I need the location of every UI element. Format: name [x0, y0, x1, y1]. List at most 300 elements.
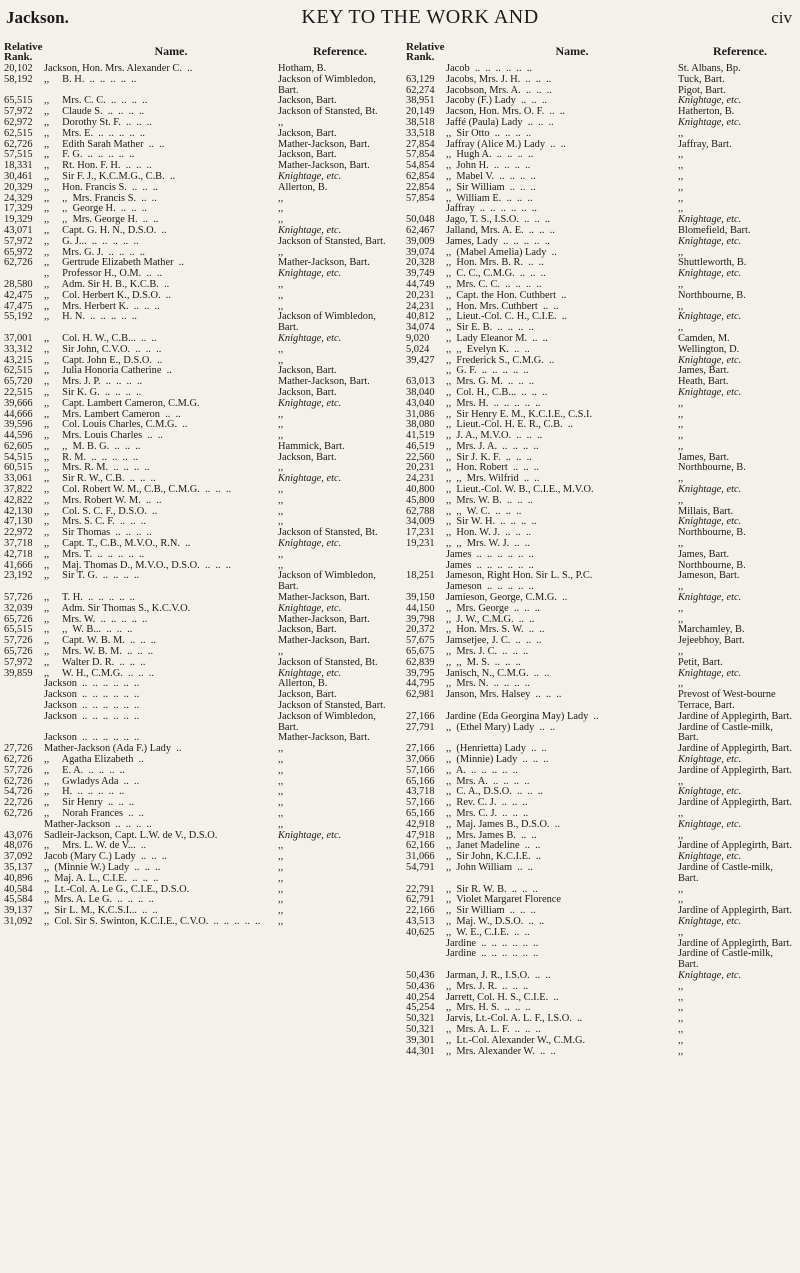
relative-rank: 42,718	[4, 548, 33, 560]
entry-row	[406, 690, 796, 712]
person-name: ,, Norah Frances .. ..	[44, 807, 144, 819]
relative-rank: 27,166	[406, 743, 435, 755]
person-name: ,, Sir Henry .. .. ..	[44, 797, 135, 809]
reference: Jackson, Bart.	[278, 127, 337, 139]
relative-rank: 43,513	[406, 915, 435, 927]
person-name: ,, Lieut.-Col. W. B., C.I.E., M.V.O.	[446, 484, 594, 496]
reference: ,,	[678, 613, 684, 625]
person-name: ,, Frederick S., C.M.G. ..	[446, 354, 555, 366]
relative-rank: 54,726	[4, 786, 33, 798]
reference: Jackson of Wimbledon, Bart.	[278, 570, 379, 593]
person-name: ,, Mrs. L. W. de V... ..	[44, 840, 147, 852]
person-name: ,, Mrs. James B. .. ..	[446, 829, 537, 841]
relative-rank: 54,854	[406, 160, 435, 172]
relative-rank: 44,666	[4, 408, 33, 420]
header-surname: Jackson.	[6, 8, 69, 27]
relative-rank: 44,150	[406, 602, 435, 614]
person-name: ,, Mrs. E. .. .. .. .. ..	[44, 127, 146, 139]
relative-rank: 57,726	[4, 635, 33, 647]
person-name: ,, ,, George H. .. .. ..	[44, 203, 147, 215]
person-name: ,, Claude S. .. .. .. ..	[44, 106, 145, 118]
relative-rank: 38,951	[406, 95, 435, 107]
person-name: ,, Mrs. G. M. .. .. ..	[446, 376, 535, 388]
entry-row	[406, 928, 796, 939]
relative-rank: 57,972	[4, 656, 33, 668]
relative-rank: 37,822	[4, 484, 33, 496]
entry-row	[4, 312, 396, 334]
person-name: Jacob .. .. .. .. .. ..	[446, 63, 533, 74]
reference: Mather-Jackson, Bart.	[278, 257, 370, 269]
entry-row	[406, 183, 796, 194]
relative-rank: 63,129	[406, 73, 435, 85]
relative-rank: 22,726	[4, 797, 33, 809]
person-name: ,, Mrs. G. J. .. .. .. ..	[44, 246, 146, 258]
reference: ,,	[278, 861, 284, 873]
person-name: Jackson .. .. .. .. .. ..	[44, 732, 140, 744]
reference-label: Reference.	[312, 44, 368, 58]
entry-row	[406, 766, 796, 777]
relative-rank: 45,254	[406, 1002, 435, 1014]
person-name: ,, Julia Honoria Catherine ..	[44, 365, 172, 377]
person-name: ,, Capt. T., C.B., M.V.O., R.N. ..	[44, 538, 191, 550]
reference: Jardine of Applegirth, Bart.	[678, 937, 792, 949]
person-name: ,, (Minnie W.) Lady .. .. ..	[44, 861, 161, 873]
person-name: ,, Mrs. W. B. .. .. ..	[446, 494, 533, 506]
reference: ,,	[278, 192, 284, 204]
person-name: ,, Mrs. R. M. .. .. .. ..	[44, 462, 150, 474]
person-name: ,, Sir T. G. .. .. .. ..	[44, 570, 140, 582]
person-name: ,, Agatha Elizabeth ..	[44, 754, 144, 765]
reference: Jaffray, Bart.	[678, 138, 732, 150]
person-name: ,, Mrs. Robert W. M. .. ..	[44, 494, 162, 506]
person-name: ,, R. M. .. .. .. .. ..	[44, 451, 139, 463]
reference: Northbourne, B.	[678, 527, 746, 539]
person-name: ,, (Henrietta) Lady .. ..	[446, 743, 547, 755]
relative-rank: 32,039	[4, 602, 33, 614]
relative-rank: 60,515	[4, 462, 33, 474]
person-name: ,, ,, Mrs. Francis S. .. ..	[44, 192, 157, 204]
reference: ,,	[278, 905, 284, 917]
reference: Northbourne, B.	[678, 289, 746, 301]
reference: Petit, Bart.	[678, 656, 723, 668]
person-name: ,, Gwladys Ada .. ..	[44, 775, 140, 787]
person-name: ,, William E. .. .. ..	[446, 192, 533, 204]
entry-row	[406, 345, 796, 356]
person-name: ,, Hon. Mrs. S. W. .. ..	[446, 624, 545, 636]
entry-row	[4, 399, 396, 410]
person-name: ,, H. .. .. .. .. ..	[44, 786, 125, 798]
reference: ,,	[278, 505, 284, 517]
relative-rank: 62,726	[4, 257, 33, 269]
reference: Jardine of Applegirth, Bart.	[678, 764, 792, 776]
person-name: Jackson .. .. .. .. .. ..	[44, 700, 140, 712]
relative-rank: 31,066	[406, 851, 435, 863]
relative-rank: 39,859	[4, 667, 33, 679]
reference: ,,	[678, 278, 684, 290]
reference: Knightage, etc.	[678, 268, 742, 280]
person-name: ,, J. W., C.M.G. .. ..	[446, 613, 535, 625]
relative-rank: 44,596	[4, 430, 33, 442]
person-name: ,, Mrs. N. .. .. .. ..	[446, 678, 530, 690]
person-name: ,, Lieut.-Col. H. E. R., C.B. ..	[446, 419, 573, 431]
reference: ,,	[678, 170, 684, 182]
relative-rank: 38,080	[406, 419, 435, 431]
relative-rank: 45,800	[406, 494, 435, 506]
reference: Jackson of Stansted, Bt.	[278, 656, 378, 668]
reference: ,,	[678, 581, 684, 593]
reference: ,,	[678, 926, 684, 938]
reference: Knightage, etc.	[678, 484, 742, 496]
person-name: ,, Gertrude Elizabeth Mather ..	[44, 257, 184, 269]
relative-rank: 40,812	[406, 311, 435, 323]
reference: ,,	[678, 430, 684, 442]
reference: Marchamley, B.	[678, 624, 745, 636]
relative-rank: 65,515	[4, 624, 33, 636]
person-name: ,, Col. Sir S. Swinton, K.C.I.E., C.V.O. .. .. .. .. ..	[44, 915, 261, 927]
person-name: ,, Capt. the Hon. Cuthbert ..	[446, 289, 567, 301]
relative-rank: 57,854	[406, 149, 435, 161]
reference: ,,	[678, 1013, 684, 1025]
relative-rank: 62,605	[4, 440, 33, 452]
relative-rank: 62,839	[406, 656, 435, 668]
entry-row	[4, 571, 396, 593]
relative-rank: 40,896	[4, 872, 33, 884]
header-title: KEY TO THE WORK AND	[301, 6, 539, 28]
person-name: ,, Hon. Mrs. Cuthbert .. ..	[446, 300, 559, 312]
person-name: Janson, Mrs. Halsey .. .. ..	[446, 689, 562, 701]
relative-rank: 50,048	[406, 214, 435, 226]
reference: Jackson, Bart.	[278, 95, 337, 107]
reference: Knightage, etc.	[278, 170, 342, 182]
relative-rank: 57,166	[406, 764, 435, 776]
relative-rank: 39,150	[406, 592, 435, 604]
person-name: Jardine (Eda Georgina May) Lady ..	[446, 710, 599, 722]
person-name: ,, Maj. Thomas D., M.V.O., D.S.O. .. .. ..	[44, 559, 231, 571]
reference: Knightage, etc.	[678, 311, 742, 323]
reference: ,,	[278, 764, 284, 776]
reference: ,,	[278, 754, 284, 765]
person-name: ,, Mabel V. .. .. .. ..	[446, 170, 536, 182]
entry-row	[4, 820, 396, 831]
relative-rank: 17,329	[4, 203, 33, 215]
person-name: ,, ,, Mrs. George H. .. ..	[44, 214, 159, 226]
person-name: ,, Col. H. W., C.B... .. ..	[44, 332, 157, 344]
relative-rank: 62,166	[406, 840, 435, 852]
person-name: ,, Mrs. J. P. .. .. .. ..	[44, 376, 143, 388]
person-name: ,, Mrs. A. L. F. .. .. ..	[446, 1023, 541, 1035]
reference: ,,	[278, 894, 284, 906]
person-name: ,, Sir F. J., K.C.M.G., C.B. ..	[44, 170, 176, 182]
reference: ,,	[278, 214, 284, 226]
entry-row	[4, 345, 396, 356]
rank-label: Relative Rank.	[406, 41, 445, 63]
relative-rank: 31,086	[406, 408, 435, 420]
relative-rank: 22,854	[406, 181, 435, 193]
relative-rank: 55,192	[4, 311, 33, 323]
reference: ,,	[678, 246, 684, 258]
page-number: civ	[771, 8, 792, 27]
reference: Knightage, etc.	[278, 602, 342, 614]
reference: ,,	[678, 538, 684, 550]
reference: ,,	[278, 354, 284, 366]
person-name: ,, F. G. .. .. .. .. ..	[44, 149, 135, 161]
reference: Knightage, etc.	[678, 969, 742, 981]
relative-rank: 57,515	[4, 149, 33, 161]
person-name: ,, Rev. C. J. .. .. ..	[446, 797, 528, 809]
relative-rank: 33,518	[406, 127, 435, 139]
reference: ,,	[678, 991, 684, 1003]
person-name: ,, Lt.-Col. Alexander W., C.M.G.	[446, 1034, 586, 1046]
reference: Knightage, etc.	[278, 268, 342, 280]
entry-row	[4, 766, 396, 777]
person-name: ,, Adm. Sir H. B., K.C.B. ..	[44, 278, 170, 290]
relative-rank: 65,515	[4, 95, 33, 107]
relative-rank: 42,130	[4, 505, 33, 517]
page-header	[6, 6, 792, 32]
person-name: ,, Mrs. C. C. .. .. .. ..	[44, 95, 148, 107]
person-name: ,, E. A. .. .. .. ..	[44, 764, 125, 776]
person-name: ,, Lieut.-Col. C. H., C.I.E. ..	[446, 311, 567, 323]
relative-rank: 5,024	[406, 343, 430, 355]
reference: ,,	[278, 484, 284, 496]
person-name: ,, ,, W. C. .. .. ..	[446, 505, 522, 517]
relative-rank: 31,092	[4, 915, 33, 927]
reference: ,,	[678, 440, 684, 452]
person-name: ,, G. F. .. .. .. .. ..	[446, 365, 529, 377]
relative-rank: 20,231	[406, 289, 435, 301]
person-name: ,, Sir K. G. .. .. .. ..	[44, 386, 142, 398]
person-name: Jardine .. .. .. .. .. ..	[446, 937, 539, 949]
relative-rank: 57,166	[406, 797, 435, 809]
reference: ,,	[278, 203, 284, 215]
relative-rank: 38,518	[406, 116, 435, 128]
relative-rank: 42,918	[406, 818, 435, 830]
relative-rank: 20,149	[406, 106, 435, 118]
relative-rank: 62,515	[4, 127, 33, 139]
person-name: ,, ,, Evelyn K. .. ..	[446, 343, 530, 355]
person-name: ,, Mrs. A. Le G. .. .. .. ..	[44, 894, 154, 906]
person-name: Jacoby (F.) Lady .. .. ..	[446, 95, 548, 107]
reference: Mather-Jackson, Bart.	[278, 592, 370, 604]
reference: ,,	[678, 883, 684, 895]
reference: Jackson of Wimbledon, Bart.	[278, 311, 379, 334]
relative-rank: 47,475	[4, 300, 33, 312]
relative-rank: 47,918	[406, 829, 435, 841]
person-name: ,, Mrs. C. C. .. .. .. ..	[446, 278, 542, 290]
person-name: ,, Sir Otto .. .. .. ..	[446, 127, 532, 139]
person-name: Jackson .. .. .. .. .. ..	[44, 689, 140, 701]
person-name: ,, Maj. W., D.S.O. .. ..	[446, 915, 545, 927]
person-name: ,, Mrs. A. .. .. .. ..	[446, 775, 530, 787]
person-name: ,, ,, W. B... .. .. ..	[44, 624, 133, 636]
person-name: ,, Edith Sarah Mather .. ..	[44, 138, 165, 150]
reference: ,,	[278, 246, 284, 258]
reference: ,,	[678, 181, 684, 193]
reference: ,,	[278, 516, 284, 528]
reference: ,,	[678, 1002, 684, 1014]
reference: ,,	[278, 743, 284, 755]
relative-rank: 37,718	[4, 538, 33, 550]
entry-row	[406, 658, 796, 669]
relative-rank: 44,749	[406, 278, 435, 290]
reference: Mather-Jackson, Bart.	[278, 613, 370, 625]
reference: Mather-Jackson, Bart.	[278, 160, 370, 172]
reference: Camden, M.	[678, 332, 730, 344]
relative-rank: 62,515	[4, 365, 33, 377]
reference: Knightage, etc.	[278, 397, 342, 409]
person-name: ,, Sir L. M., K.C.S.I... .. ..	[44, 905, 158, 917]
reference: Heath, Bart.	[678, 376, 729, 388]
person-name: ,, Col. S. C. F., D.S.O. ..	[44, 505, 158, 517]
person-name: ,, T. H. .. .. .. .. ..	[44, 592, 135, 604]
person-name: Jameson, Right Hon. Sir L. S., P.C.	[446, 570, 593, 582]
person-name: ,, Dorothy St. F. .. .. ..	[44, 116, 152, 128]
reference: ,,	[678, 678, 684, 690]
reference: Knightage, etc.	[678, 915, 742, 927]
relative-rank: 65,720	[4, 376, 33, 388]
entry-row	[4, 874, 396, 885]
person-name: ,, Mrs. J. C. .. .. ..	[446, 646, 529, 658]
entry-row	[4, 75, 396, 97]
relative-rank: 39,301	[406, 1034, 435, 1046]
person-name: ,, A. .. .. .. .. ..	[446, 764, 518, 776]
reference: James, Bart.	[678, 451, 730, 463]
person-name: ,, (Ethel Mary) Lady .. ..	[446, 721, 556, 733]
person-name: ,, ,, Mrs. W. J. .. ..	[446, 538, 531, 550]
person-name: ,, C. C., C.M.G. .. .. ..	[446, 268, 546, 280]
reference: ,,	[678, 807, 684, 819]
relative-rank: 57,726	[4, 764, 33, 776]
person-name: ,, Hon. W. J. .. .. ..	[446, 527, 532, 539]
person-name: ,, Capt. John E., D.S.O. ..	[44, 354, 163, 366]
reference: ,,	[278, 289, 284, 301]
entry-row	[406, 75, 796, 86]
reference: Blomefield, Bart.	[678, 224, 751, 236]
reference: Knightage, etc.	[278, 667, 342, 679]
reference: Mather-Jackson, Bart.	[278, 138, 370, 150]
reference: ,,	[278, 807, 284, 819]
reference: ,,	[278, 116, 284, 128]
entry-row	[4, 658, 396, 669]
person-name: ,, Sir R. W., C.B. .. .. ..	[44, 473, 156, 485]
reference: James, Bart.	[678, 365, 730, 377]
relative-rank: 62,467	[406, 224, 435, 236]
person-name: ,, ,, M. S. .. .. ..	[446, 656, 521, 668]
person-name: Jacob (Mary C.) Lady .. .. ..	[44, 851, 167, 863]
person-name: ,, Mrs. Lambert Cameron .. ..	[44, 408, 181, 420]
reference: Knightage, etc.	[678, 354, 742, 366]
relative-rank: 39,666	[4, 397, 33, 409]
relative-rank: 43,071	[4, 224, 33, 236]
reference: Hatherton, B.	[678, 106, 735, 118]
person-name: James, Lady .. .. .. .. ..	[446, 235, 550, 247]
entry-row	[406, 820, 796, 831]
relative-rank: 37,092	[4, 851, 33, 863]
reference: ,,	[678, 1023, 684, 1035]
relative-rank: 57,675	[406, 635, 435, 647]
reference: ,,	[278, 430, 284, 442]
person-name: ,, Sir W. H. .. .. .. ..	[446, 516, 537, 528]
entry-row	[4, 129, 396, 140]
relative-rank: 18,251	[406, 570, 435, 582]
reference: Knightage, etc.	[278, 538, 342, 550]
name-label: Name.	[555, 44, 589, 58]
reference: ,,	[278, 786, 284, 798]
reference: Jackson of Stansted, Bt.	[278, 106, 378, 118]
person-name: ,, Sir William .. .. ..	[446, 181, 536, 193]
person-name: Jacobson, Mrs. A. .. .. ..	[446, 84, 552, 96]
entry-row	[406, 863, 796, 885]
reference: Jackson of Wimbledon, Bart.	[278, 73, 379, 96]
entry-row	[406, 291, 796, 302]
person-name: ,, Hon. Francis S. .. .. ..	[44, 181, 159, 193]
reference: ,,	[278, 559, 284, 571]
reference: Hotham, B.	[278, 63, 327, 74]
relative-rank: 24,231	[406, 473, 435, 485]
relative-rank: 23,192	[4, 570, 33, 582]
entry-row	[406, 1047, 796, 1058]
relative-rank: 40,254	[406, 991, 435, 1003]
person-name: Jameson .. .. .. .. ..	[446, 581, 534, 593]
relative-rank: 50,321	[406, 1023, 435, 1035]
relative-rank: 57,726	[4, 592, 33, 604]
reference: St. Albans, Bp.	[678, 63, 741, 74]
reference: Millais, Bart.	[678, 505, 734, 517]
reference: Northbourne, B.	[678, 559, 746, 571]
person-name: ,, (Mabel Amelia) Lady ..	[446, 246, 557, 258]
relative-rank: 22,791	[406, 883, 435, 895]
relative-rank: 17,231	[406, 527, 435, 539]
person-name: ,, John William .. ..	[446, 861, 533, 873]
person-name: Jackson .. .. .. .. .. ..	[44, 710, 140, 722]
reference: Mather-Jackson, Bart.	[278, 635, 370, 647]
relative-rank: 62,972	[4, 116, 33, 128]
person-name: ,, W. H., C.M.G. .. .. ..	[44, 667, 154, 679]
person-name: Jago, T. S., I.S.O. .. .. ..	[446, 214, 551, 226]
reference: Jackson, Bart.	[278, 624, 337, 636]
person-name: Jarrett, Col. H. S., C.I.E. ..	[446, 991, 559, 1003]
reference: Jackson, Bart.	[278, 365, 337, 377]
person-name: Jarvis, Lt.-Col. A. L. F., I.S.O. ..	[446, 1013, 583, 1025]
left-column	[4, 42, 396, 1268]
entry-row	[406, 129, 796, 140]
relative-rank: 62,788	[406, 505, 435, 517]
relative-rank: 9,020	[406, 332, 430, 344]
reference: ,,	[278, 494, 284, 506]
reference: ,,	[278, 343, 284, 355]
entry-list	[4, 64, 396, 928]
reference: ,,	[678, 494, 684, 506]
reference: Mather-Jackson, Bart.	[278, 376, 370, 388]
reference: ,,	[678, 980, 684, 992]
relative-rank: 30,461	[4, 170, 33, 182]
reference: ,,	[278, 840, 284, 852]
reference: Jardine of Castle-milk, Bart.	[678, 861, 776, 884]
reference: ,,	[278, 646, 284, 658]
reference: ,,	[678, 775, 684, 787]
relative-rank: 57,972	[4, 106, 33, 118]
relative-rank: 37,001	[4, 332, 33, 344]
person-name: ,, C. A., D.S.O. .. .. ..	[446, 786, 543, 798]
person-name: ,, Capt. W. B. M. .. .. ..	[44, 635, 156, 647]
entry-row	[406, 982, 796, 993]
relative-rank: 42,822	[4, 494, 33, 506]
reference: Knightage, etc.	[678, 116, 742, 128]
person-name: ,, (Minnie) Lady .. .. ..	[446, 754, 549, 765]
reference: Jameson, Bart.	[678, 570, 740, 582]
person-name: ,, Mrs. C. J. .. .. ..	[446, 807, 529, 819]
person-name: Mather-Jackson (Ada F.) Lady ..	[44, 743, 182, 755]
